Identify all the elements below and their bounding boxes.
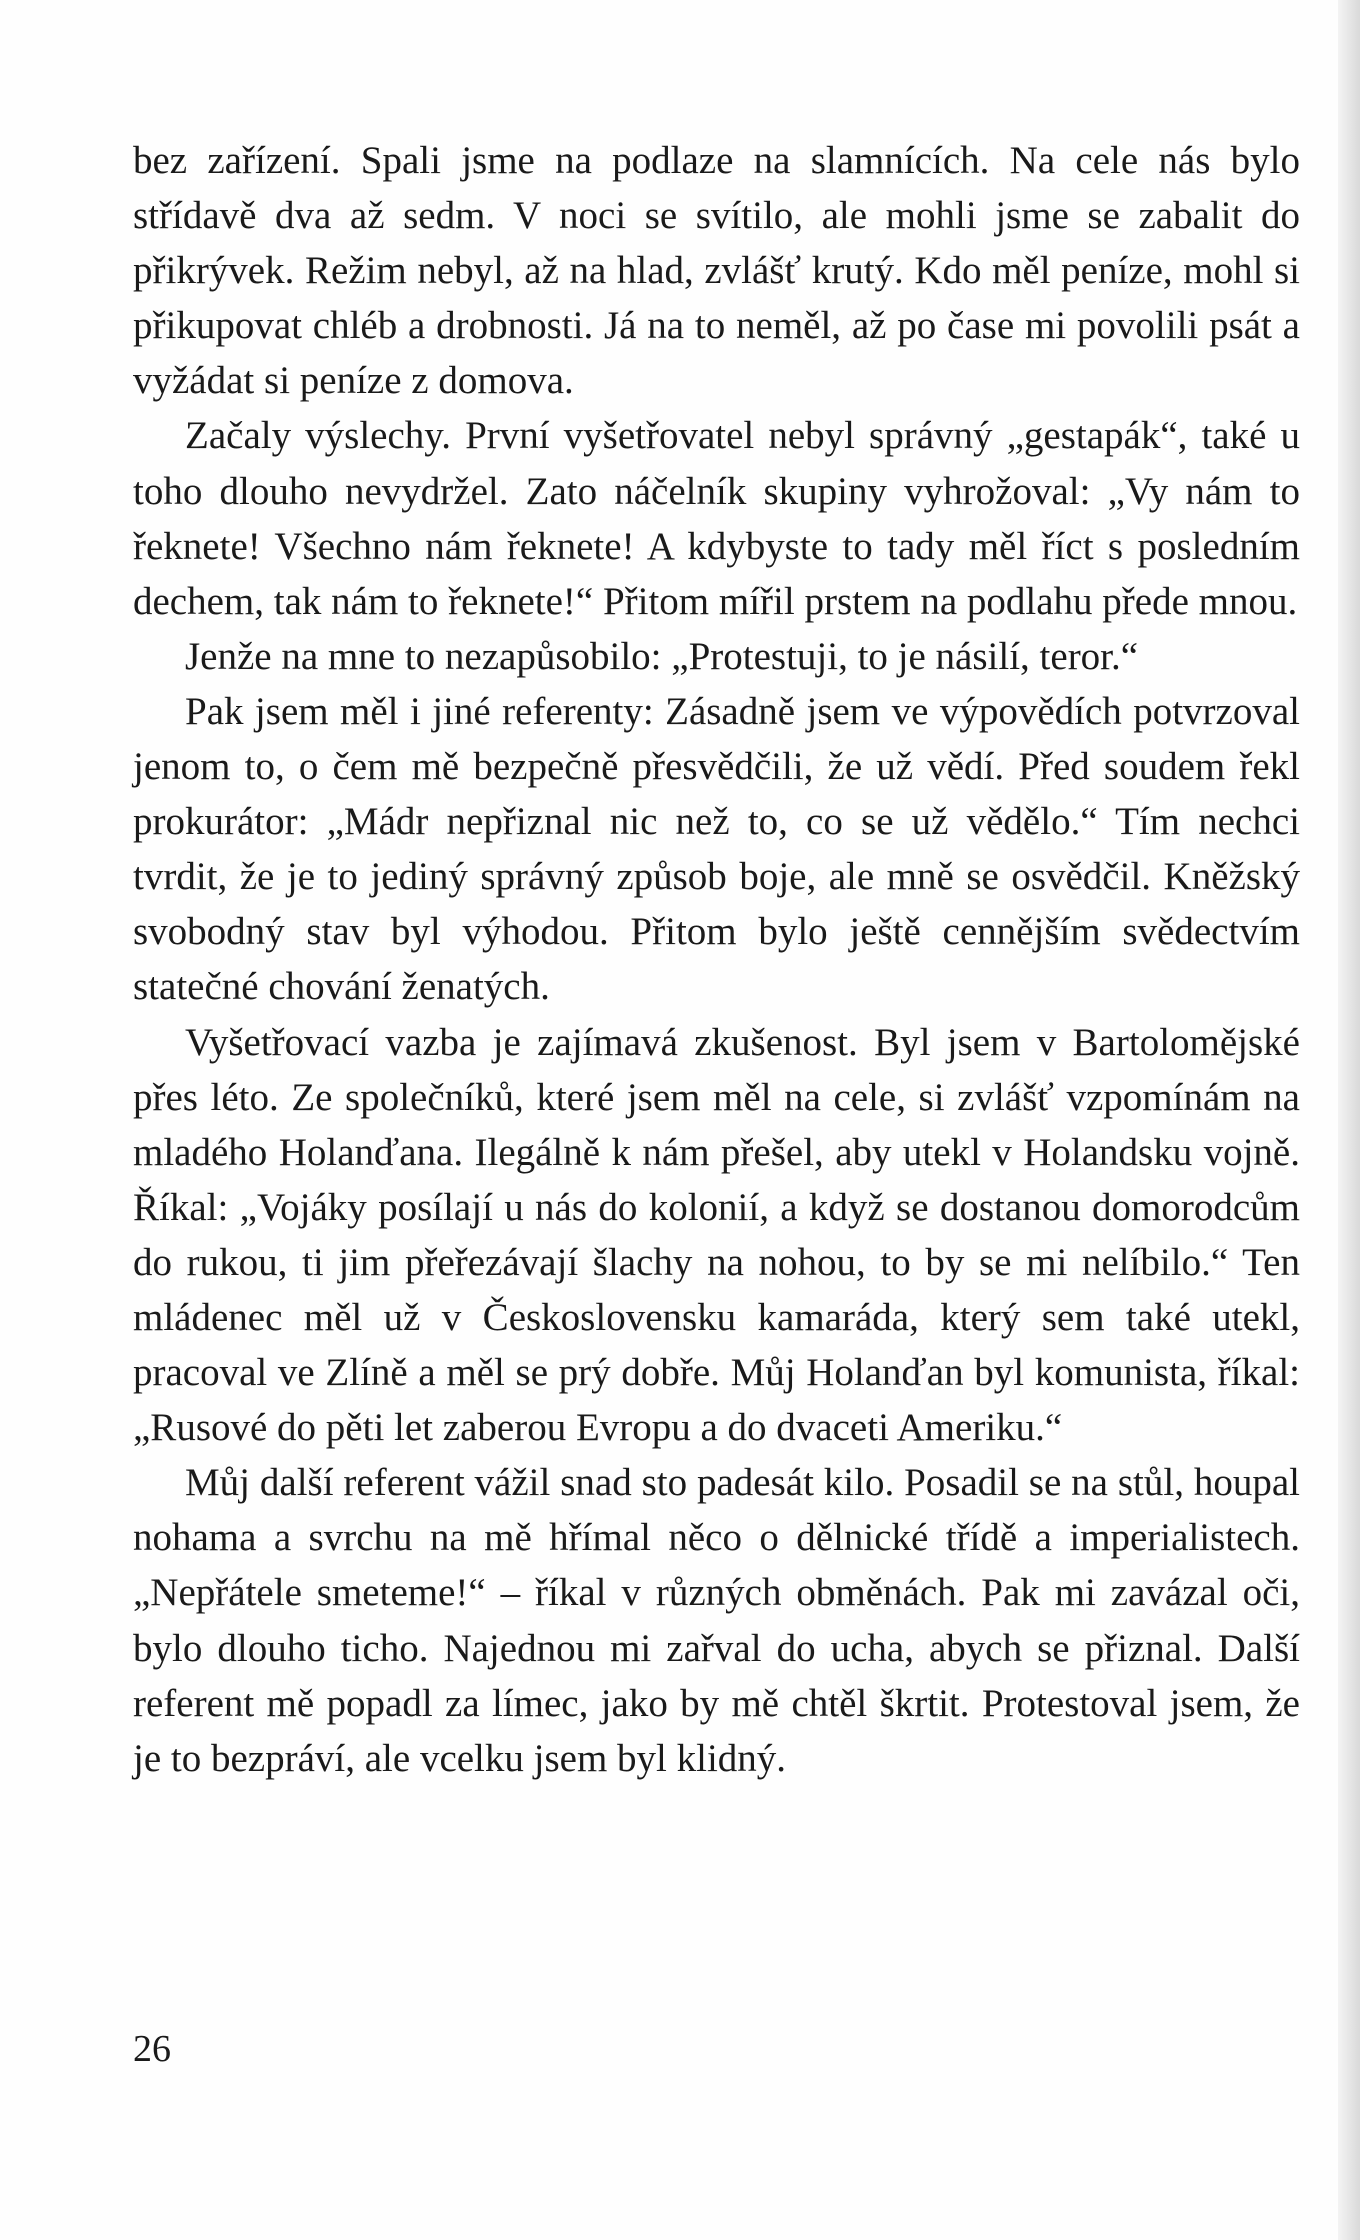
page-edge-shadow <box>1338 0 1360 2240</box>
paragraph-1: bez zařízení. Spali jsme na podlaze na slamnících. Na cele nás bylo střídavě dva až sedm. V noci se svítilo, ale mohli jsme se zabalit do přikrývek. Režim nebyl, až na hlad, zvlášť krutý. Kdo měl peníze, mohl si přikupovat chléb a drobnosti. Já na to neměl, až po čase mi povolili psát a vyžádat si peníze z domova. <box>133 139 1300 403</box>
paragraph-6: Můj další referent vážil snad sto padesát kilo. Posadil se na stůl, houpal nohama a svrchu na mě hřímal něco o dělnické třídě a imperialistech. „Nepřátele smeteme!“ – říkal v různých obměnách. Pak mi zavázal oči, bylo dlouho ticho. Najednou mi zařval do ucha, abych se přiznal. Další referent mě popadl za límec, jako by mě chtěl škrtit. Protestoval jsem, že je to bezpráví, ale vcelku jsem byl klidný. <box>133 1461 1300 1780</box>
paragraph-2: Začaly výslechy. První vyšetřovatel nebyl správný „gestapák“, také u toho dlouho nevydržel. Zato náčelník skupiny vyhrožoval: „Vy nám to řeknete! Všechno nám řeknete! A kdybyste to tady měl říct s posledním dechem, tak nám to řeknete!“ Přitom mířil prstem na podlahu přede mnou. <box>133 414 1300 623</box>
body-text <box>133 133 1300 1786</box>
paragraph-5: Vyšetřovací vazba je zajímavá zkušenost. Byl jsem v Bartolomějské přes léto. Ze společníků, které jsem měl na cele, si zvlášť vzpomínám na mladého Holanďana. Ilegálně k nám přešel, aby utekl v Holandsku vojně. Říkal: „Vojáky posílají u nás do kolonií, a když se dostanou domorodcům do rukou, ti jim přeřezávají šlachy na nohou, to by se mi nelíbilo.“ Ten mládenec měl už v Československu kamaráda, který sem také utekl, pracoval ve Zlíně a měl se prý dobře. Můj Holanďan byl komunista, říkal: „Rusové do pěti let zaberou Evropu a do dvaceti Ameriku.“ <box>133 1020 1300 1450</box>
page-number: 26 <box>133 2028 171 2070</box>
paragraph-3: Jenže na mne to nezapůsobilo: „Protestuji, to je násilí, teror.“ <box>185 634 1139 678</box>
paragraph-4: Pak jsem měl i jiné referenty: Zásadně jsem ve výpovědích potvrzoval jenom to, o čem mě bezpečně přesvědčili, že už vědí. Před soudem řekl prokurátor: „Mádr nepřiznal nic než to, co se už vědělo.“ Tím nechci tvrdit, že je to jediný správný způsob boje, ale mně se osvědčil. Kněžský svobodný stav byl výhodou. Přitom bylo ještě cennějším svědectvím statečné chování ženatých. <box>133 689 1300 1009</box>
